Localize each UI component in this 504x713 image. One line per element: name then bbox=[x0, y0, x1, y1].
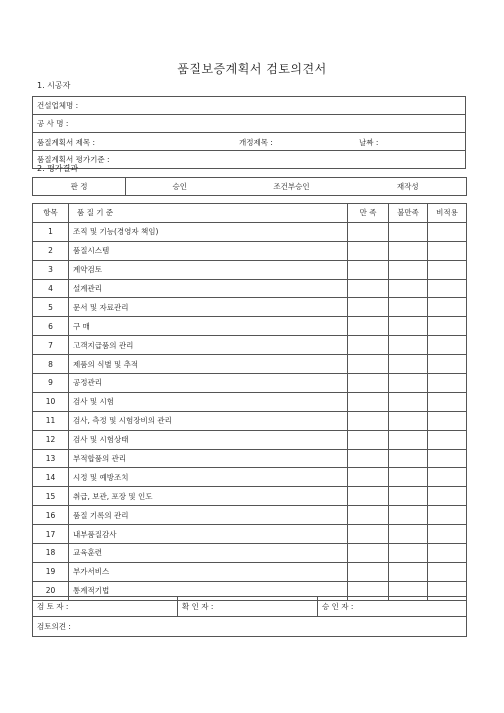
row-not-applicable-cell[interactable] bbox=[428, 487, 467, 506]
comment-field[interactable]: 검토의견 : bbox=[33, 617, 467, 637]
row-unsatisfied-cell[interactable] bbox=[389, 506, 428, 525]
row-satisfied-cell[interactable] bbox=[348, 411, 389, 430]
row-not-applicable-cell[interactable] bbox=[428, 392, 467, 411]
row-criteria: 문서 및 자료관리 bbox=[69, 298, 348, 317]
row-unsatisfied-cell[interactable] bbox=[389, 487, 428, 506]
table-row bbox=[33, 241, 467, 260]
row-not-applicable-cell[interactable] bbox=[428, 355, 467, 374]
row-criteria: 교육훈련 bbox=[69, 544, 348, 563]
row-criteria: 시정 및 예방조치 bbox=[69, 468, 348, 487]
row-number: 19 bbox=[33, 562, 69, 581]
table-row bbox=[33, 544, 467, 563]
table-row bbox=[33, 468, 467, 487]
contractor-info-table bbox=[32, 96, 466, 169]
row-criteria: 부적합품의 관리 bbox=[69, 449, 348, 468]
row-number: 6 bbox=[33, 317, 69, 336]
row-criteria: 조직 및 기능(경영자 책임) bbox=[69, 222, 348, 241]
row-satisfied-cell[interactable] bbox=[348, 487, 389, 506]
judgement-label: 판 정 bbox=[33, 178, 126, 196]
row-criteria: 내부품질감사 bbox=[69, 525, 348, 544]
row-not-applicable-cell[interactable] bbox=[428, 544, 467, 563]
row-not-applicable-cell[interactable] bbox=[428, 449, 467, 468]
row-not-applicable-cell[interactable] bbox=[428, 468, 467, 487]
row-not-applicable-cell[interactable] bbox=[428, 506, 467, 525]
page-title: 품질보증계획서 검토의견서 bbox=[177, 62, 327, 76]
row-satisfied-cell[interactable] bbox=[348, 222, 389, 241]
row-unsatisfied-cell[interactable] bbox=[389, 430, 428, 449]
table-row bbox=[33, 260, 467, 279]
row-not-applicable-cell[interactable] bbox=[428, 562, 467, 581]
row-not-applicable-cell[interactable] bbox=[428, 430, 467, 449]
approver-field[interactable]: 승 인 자 : bbox=[318, 597, 467, 617]
row-not-applicable-cell[interactable] bbox=[428, 260, 467, 279]
row-satisfied-cell[interactable] bbox=[348, 241, 389, 260]
row-number: 12 bbox=[33, 430, 69, 449]
row-satisfied-cell[interactable] bbox=[348, 562, 389, 581]
table-row bbox=[33, 336, 467, 355]
criteria-field[interactable]: 품질계획서 평가기준 : bbox=[33, 151, 466, 169]
row-not-applicable-cell[interactable] bbox=[428, 374, 467, 393]
row-not-applicable-cell[interactable] bbox=[428, 241, 467, 260]
row-number: 14 bbox=[33, 468, 69, 487]
row-criteria: 품질 기록의 관리 bbox=[69, 506, 348, 525]
table-row bbox=[33, 355, 467, 374]
row-unsatisfied-cell[interactable] bbox=[389, 525, 428, 544]
revision-title-field[interactable]: 개정제목 : bbox=[239, 138, 273, 147]
option-rewrite[interactable]: 재작성 bbox=[350, 178, 467, 196]
row-satisfied-cell[interactable] bbox=[348, 374, 389, 393]
row-unsatisfied-cell[interactable] bbox=[389, 260, 428, 279]
row-unsatisfied-cell[interactable] bbox=[389, 449, 428, 468]
row-unsatisfied-cell[interactable] bbox=[389, 222, 428, 241]
table-row bbox=[33, 411, 467, 430]
table-row bbox=[33, 430, 467, 449]
company-field[interactable]: 건설업체명 : bbox=[33, 97, 466, 115]
row-number: 2 bbox=[33, 241, 69, 260]
row-satisfied-cell[interactable] bbox=[348, 298, 389, 317]
table-row bbox=[33, 562, 467, 581]
row-unsatisfied-cell[interactable] bbox=[389, 544, 428, 563]
row-unsatisfied-cell[interactable] bbox=[389, 355, 428, 374]
row-number: 9 bbox=[33, 374, 69, 393]
row-number: 20 bbox=[33, 581, 69, 600]
row-number: 7 bbox=[33, 336, 69, 355]
row-unsatisfied-cell[interactable] bbox=[389, 562, 428, 581]
row-criteria: 통계적기법 bbox=[69, 581, 348, 600]
judgement-table bbox=[32, 177, 467, 196]
row-satisfied-cell[interactable] bbox=[348, 468, 389, 487]
row-unsatisfied-cell[interactable] bbox=[389, 468, 428, 487]
table-row bbox=[33, 525, 467, 544]
row-number: 1 bbox=[33, 222, 69, 241]
row-number: 16 bbox=[33, 506, 69, 525]
row-number: 4 bbox=[33, 279, 69, 298]
row-satisfied-cell[interactable] bbox=[348, 260, 389, 279]
row-unsatisfied-cell[interactable] bbox=[389, 279, 428, 298]
row-unsatisfied-cell[interactable] bbox=[389, 392, 428, 411]
header-criteria: 품 질 기 준 bbox=[69, 204, 348, 223]
row-not-applicable-cell[interactable] bbox=[428, 411, 467, 430]
row-criteria: 공정관리 bbox=[69, 374, 348, 393]
plan-title-row bbox=[33, 133, 466, 151]
table-row bbox=[33, 317, 467, 336]
project-field[interactable]: 공 사 명 : bbox=[33, 115, 466, 133]
row-criteria: 구 매 bbox=[69, 317, 348, 336]
section2-heading: 2. 평가결과 bbox=[37, 164, 79, 173]
row-criteria: 품질시스템 bbox=[69, 241, 348, 260]
row-number: 8 bbox=[33, 355, 69, 374]
row-unsatisfied-cell[interactable] bbox=[389, 241, 428, 260]
row-satisfied-cell[interactable] bbox=[348, 336, 389, 355]
row-criteria: 검사 및 시험상태 bbox=[69, 430, 348, 449]
option-conditional[interactable]: 조건부승인 bbox=[234, 178, 350, 196]
row-criteria: 설계관리 bbox=[69, 279, 348, 298]
plan-title-field[interactable]: 품질계획서 제목 : bbox=[37, 138, 96, 147]
header-satisfied: 만 족 bbox=[348, 204, 389, 223]
row-unsatisfied-cell[interactable] bbox=[389, 411, 428, 430]
section1-heading: 1. 시공자 bbox=[37, 81, 71, 90]
row-not-applicable-cell[interactable] bbox=[428, 222, 467, 241]
row-satisfied-cell[interactable] bbox=[348, 355, 389, 374]
table-row bbox=[33, 298, 467, 317]
row-criteria: 고객지급품의 관리 bbox=[69, 336, 348, 355]
table-row bbox=[33, 392, 467, 411]
quality-criteria-table bbox=[32, 203, 467, 601]
row-not-applicable-cell[interactable] bbox=[428, 298, 467, 317]
row-satisfied-cell[interactable] bbox=[348, 392, 389, 411]
row-not-applicable-cell[interactable] bbox=[428, 336, 467, 355]
table-row bbox=[33, 487, 467, 506]
table-row bbox=[33, 506, 467, 525]
row-satisfied-cell[interactable] bbox=[348, 525, 389, 544]
row-criteria: 취급, 보관, 포장 및 인도 bbox=[69, 487, 348, 506]
table-row bbox=[33, 279, 467, 298]
row-criteria: 제품의 식별 및 추적 bbox=[69, 355, 348, 374]
row-number: 11 bbox=[33, 411, 69, 430]
row-number: 13 bbox=[33, 449, 69, 468]
row-criteria: 부가서비스 bbox=[69, 562, 348, 581]
row-unsatisfied-cell[interactable] bbox=[389, 374, 428, 393]
row-criteria: 계약검토 bbox=[69, 260, 348, 279]
row-satisfied-cell[interactable] bbox=[348, 279, 389, 298]
row-not-applicable-cell[interactable] bbox=[428, 317, 467, 336]
row-satisfied-cell[interactable] bbox=[348, 449, 389, 468]
checker-field[interactable]: 확 인 자 : bbox=[178, 597, 318, 617]
table-row bbox=[33, 449, 467, 468]
row-criteria: 검사 및 시험 bbox=[69, 392, 348, 411]
row-not-applicable-cell[interactable] bbox=[428, 279, 467, 298]
header-item: 항목 bbox=[33, 204, 69, 223]
row-unsatisfied-cell[interactable] bbox=[389, 317, 428, 336]
header-unsatisfied: 불만족 bbox=[389, 204, 428, 223]
row-unsatisfied-cell[interactable] bbox=[389, 298, 428, 317]
option-approve[interactable]: 승인 bbox=[126, 178, 234, 196]
row-number: 3 bbox=[33, 260, 69, 279]
row-criteria: 검사, 측정 및 시험장비의 관리 bbox=[69, 411, 348, 430]
row-not-applicable-cell[interactable] bbox=[428, 525, 467, 544]
reviewer-field[interactable]: 검 토 자 : bbox=[33, 597, 178, 617]
row-satisfied-cell[interactable] bbox=[348, 506, 389, 525]
row-satisfied-cell[interactable] bbox=[348, 430, 389, 449]
row-satisfied-cell[interactable] bbox=[348, 544, 389, 563]
header-not-applicable: 비적용 bbox=[428, 204, 467, 223]
table-row bbox=[33, 374, 467, 393]
signature-table bbox=[32, 596, 467, 637]
row-satisfied-cell[interactable] bbox=[348, 317, 389, 336]
row-number: 5 bbox=[33, 298, 69, 317]
row-number: 10 bbox=[33, 392, 69, 411]
row-number: 17 bbox=[33, 525, 69, 544]
row-number: 15 bbox=[33, 487, 69, 506]
date-field[interactable]: 날짜 : bbox=[359, 138, 379, 147]
row-number: 18 bbox=[33, 544, 69, 563]
table-row bbox=[33, 222, 467, 241]
row-unsatisfied-cell[interactable] bbox=[389, 336, 428, 355]
